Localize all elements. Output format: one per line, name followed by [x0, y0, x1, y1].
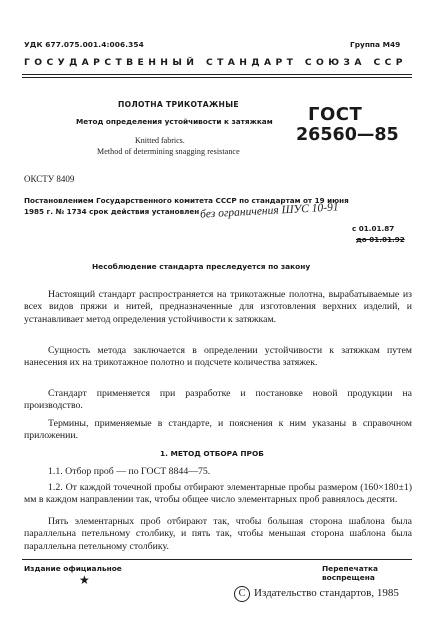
section-heading: 1. МЕТОД ОТБОРА ПРОБ	[160, 449, 264, 458]
decree-line1: Постановлением Государственного комитета СССР по стандартам от 19 июня	[24, 196, 349, 205]
body-paragraph: Сущность метода заключается в определении устойчивости к затяжкам путем нанесения их на трикотажное полотно и подсчете количества затяжек.	[24, 345, 412, 369]
okstu-code: ОКСТУ 8409	[24, 174, 75, 184]
section-paragraph: Пять элементарных проб отбирают так, чтобы большая сторона шаблона была параллельна петельному столбику, и пять так, чтобы меньшая сторона шаблона была параллельна петельному столбику.	[24, 516, 412, 552]
gost-label: ГОСТ	[308, 104, 363, 125]
udk-code: УДК 677.075.001.4:006.354	[24, 40, 144, 49]
copyright-icon: C	[234, 586, 250, 602]
gost-number: 26560—85	[296, 125, 399, 145]
section-paragraph: 1.2. От каждой точечной пробы отбирают элементарные пробы размером (160×180±1) мм в каждом направлении так, чтобы общее число элементарных проб равнялось десяти.	[24, 482, 412, 506]
ru-subtitle: Метод определения устойчивости к затяжкам	[76, 117, 273, 126]
effective-date-from: с 01.01.87	[352, 224, 395, 233]
copyright-line	[234, 586, 399, 602]
reprint-notice: Перепечатка воспрещена	[322, 564, 378, 582]
en-title: Knitted fabrics.	[135, 136, 185, 145]
official-edition: Издание официальное	[24, 564, 122, 573]
copyright-text: Издательство стандартов, 1985	[254, 587, 399, 599]
effective-date-to-struck: до 01.01.92	[356, 235, 405, 244]
header-rule-thin	[22, 77, 412, 78]
body-paragraph: Настоящий стандарт распространяется на трикотажные полотна, вырабатываемые из всех видов пряжи и нитей, предназначенные для изготовления верхних изделий, и устанавливает метод определения устойчивости к затяжкам.	[24, 289, 412, 325]
decree-line2: 1985 г. № 1734 срок действия установлен	[24, 206, 200, 216]
handwritten-note: без ограничения ШУС 10-91	[199, 201, 339, 221]
ru-title: ПОЛОТНА ТРИКОТАЖНЫЕ	[118, 100, 239, 109]
en-subtitle: Method of determining snagging resistance	[97, 147, 240, 156]
violation-notice: Несоблюдение стандарта преследуется по закону	[92, 262, 311, 271]
body-paragraph: Стандарт применяется при разработке и постановке новой продукции на производство.	[24, 388, 412, 412]
section-paragraph: 1.1. Отбор проб — по ГОСТ 8844—75.	[48, 466, 211, 477]
state-standard-banner: ГОСУДАРСТВЕННЫЙ СТАНДАРТ СОЮЗА ССР	[24, 57, 407, 68]
star-icon: ★	[79, 573, 90, 587]
footer-rule	[22, 559, 412, 560]
header-rule	[22, 74, 412, 75]
body-paragraph: Термины, применяемые в стандарте, и пояснения к ним указаны в справочном приложении.	[24, 418, 412, 442]
group-code: Группа М49	[350, 40, 401, 49]
